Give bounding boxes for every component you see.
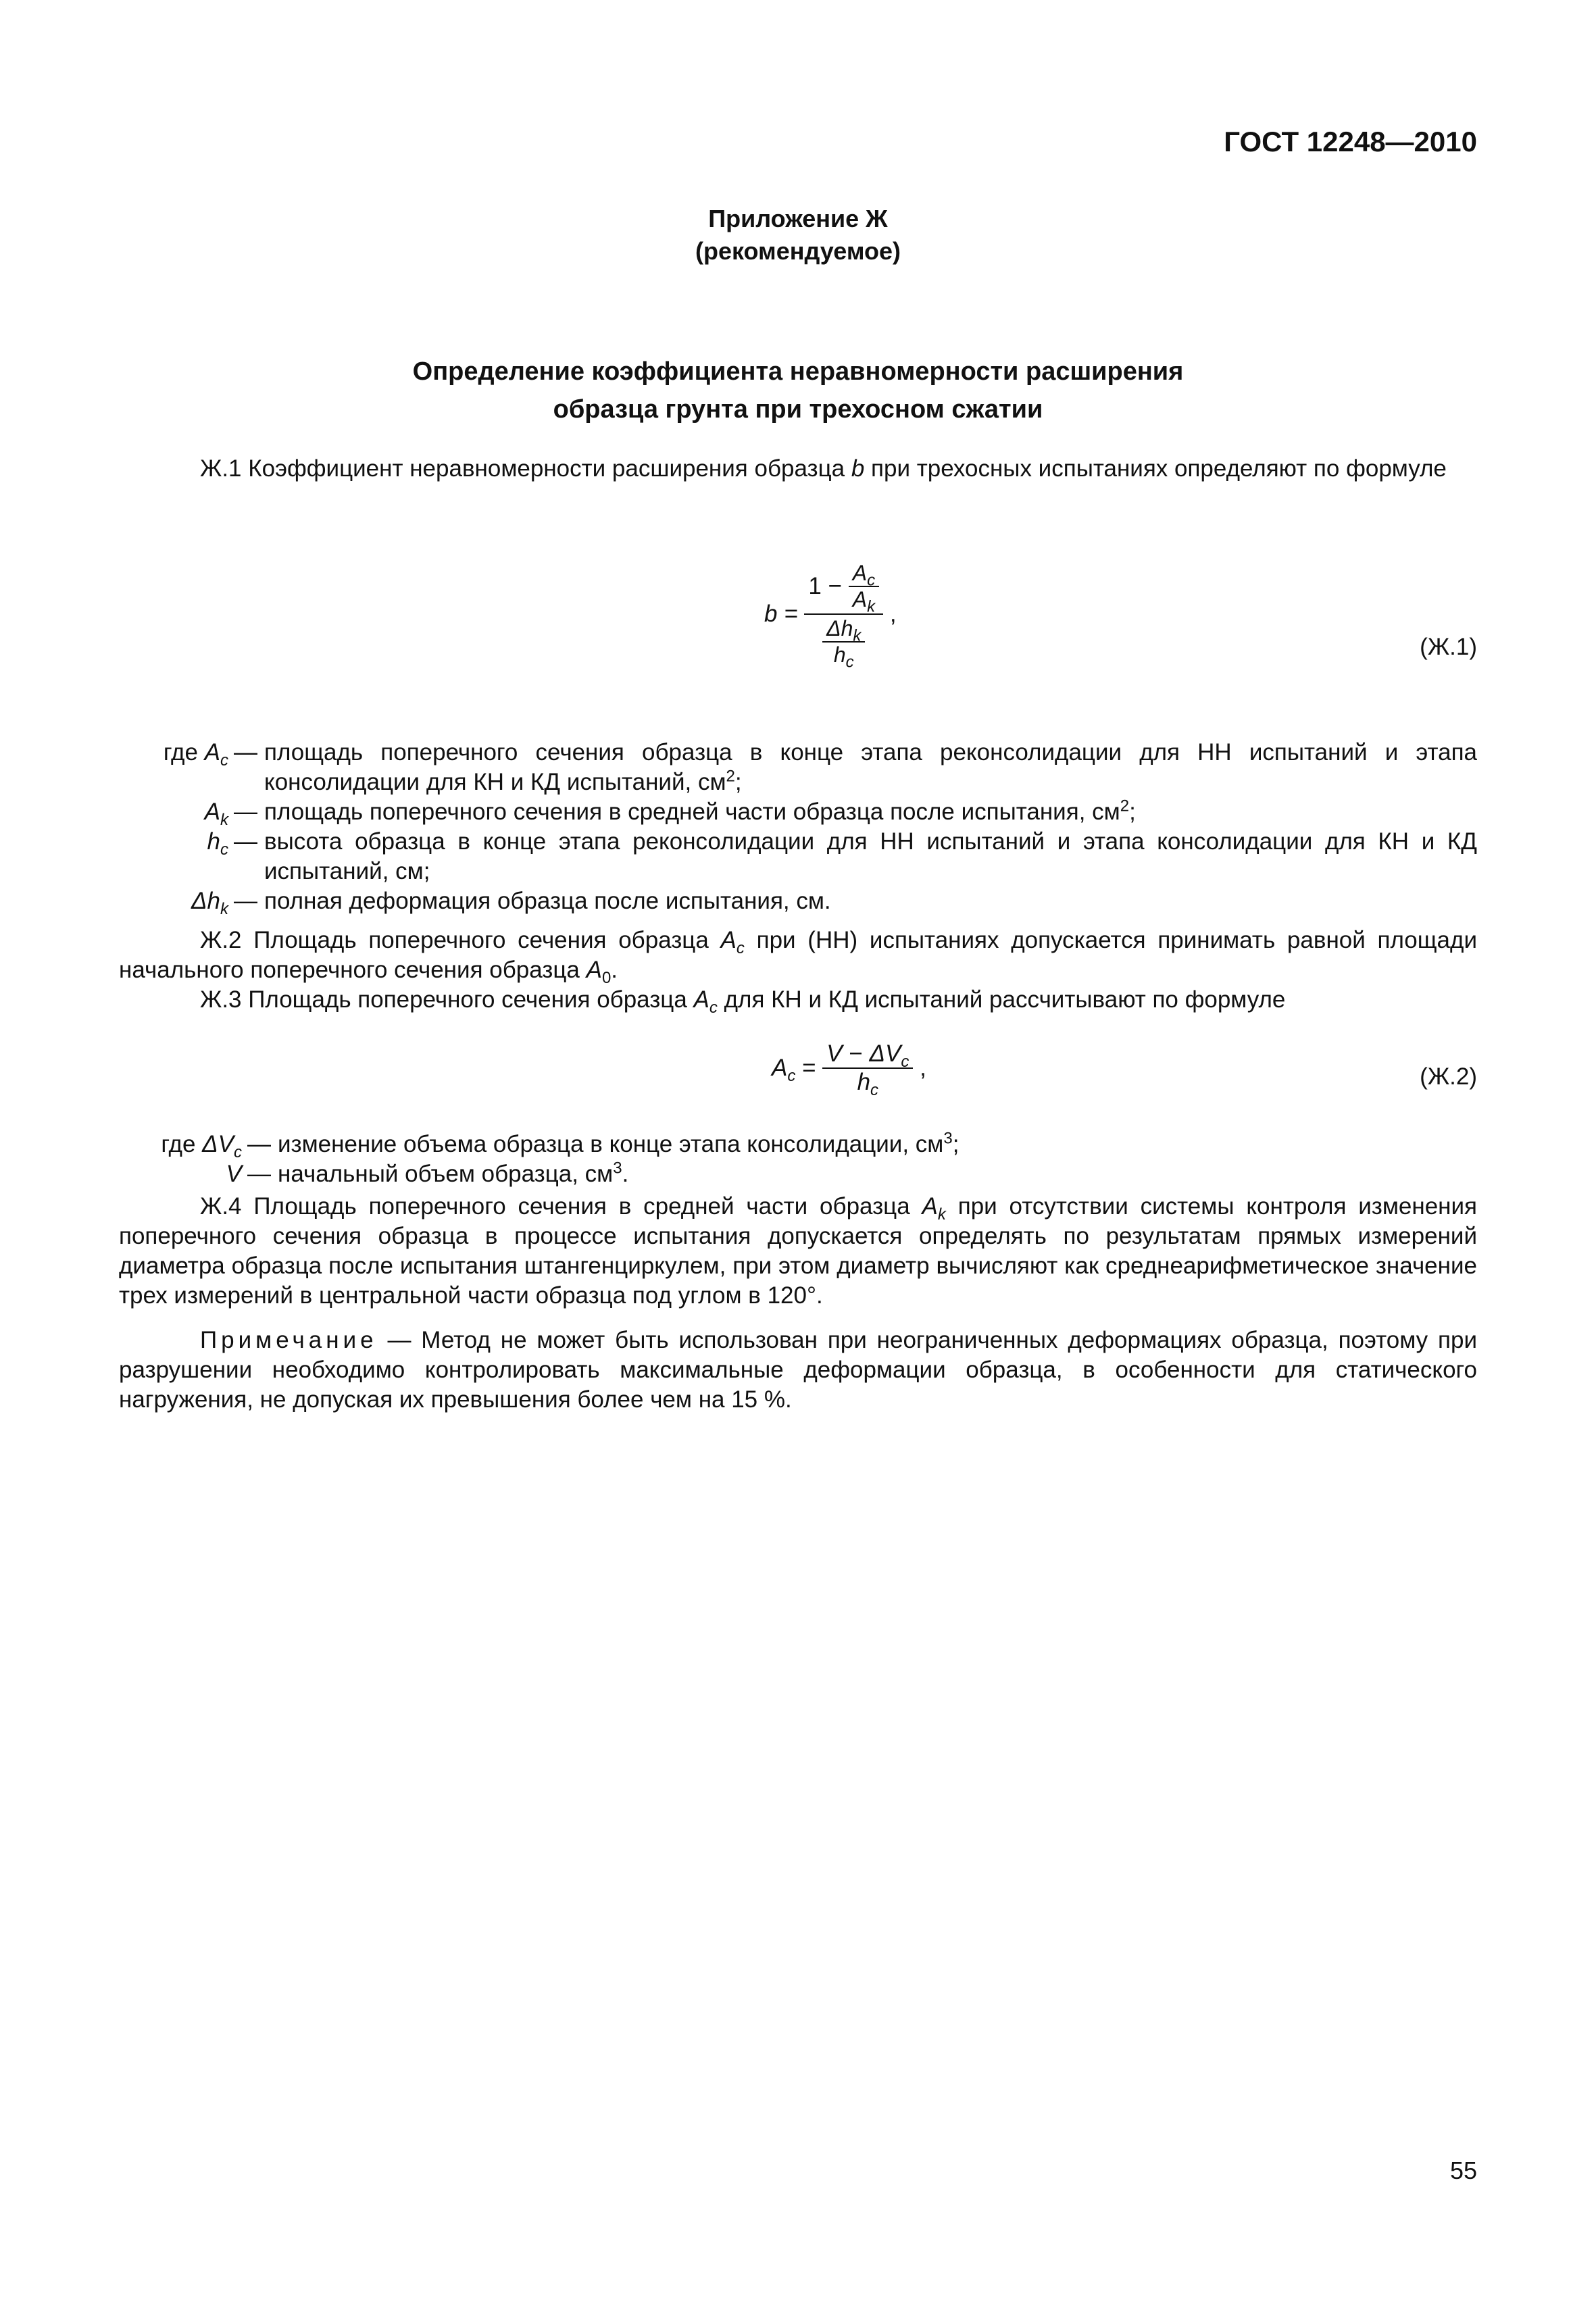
p2-var2-sub: 0	[601, 969, 612, 987]
def-tail: ;	[734, 769, 742, 795]
formula2-fraction	[822, 1040, 913, 1099]
def-sup: 3	[943, 1129, 953, 1148]
def-symbol: h	[207, 828, 220, 855]
p2-var: A	[720, 927, 737, 953]
definition-row: $h_c$ — высота образца в конце этапа реконсолидации для НН испытаний и этапа консолидации для КН и КД испытаний, см;	[119, 827, 1477, 886]
paragraph-zh2	[119, 926, 1477, 985]
def-symbol-sub: k	[220, 900, 228, 918]
def-symbol-sub: c	[220, 840, 228, 859]
appendix-status: (рекомендуемое)	[695, 237, 901, 265]
def-symbol-sub: c	[220, 751, 228, 770]
section-title-line-1: Определение коэффициента неравномерности расширения	[412, 357, 1184, 386]
formula1-hc-sub: c	[845, 653, 854, 672]
p2-text: Ж.2 Площадь поперечного сечения образца	[200, 927, 721, 953]
formula2-numerator	[822, 1040, 913, 1069]
def-prefix: где	[163, 739, 205, 765]
formula1-lhs: b =	[764, 601, 798, 627]
p3-var: A	[693, 986, 709, 1013]
appendix-title: Приложение Ж	[708, 205, 888, 232]
def-symbol: Δh	[191, 888, 220, 914]
p2-var-sub: c	[736, 939, 745, 957]
formula2-comma: ,	[920, 1055, 926, 1081]
def-text: площадь поперечного сечения образца в конце этапа реконсолидации для НН испытаний и этапа консолидации для КН и КД испытаний, см	[264, 739, 1477, 795]
formula2-lhs-sym: A	[772, 1055, 788, 1081]
standard-code: ГОСТ 12248—2010	[1224, 126, 1477, 157]
def-text: начальный объем образца, см	[278, 1161, 614, 1187]
formula2-h-sub: c	[870, 1081, 879, 1099]
page-number: 55	[1449, 2157, 1477, 2184]
formula1-numerator	[804, 561, 883, 615]
p4-text-after: при отсутствии системы контроля изменения поперечного сечения образца в процессе испытания допускается определять по результатам прямых измерений диаметра образца после испытания штангенциркулем, при этом диаметр вычисляют как среднеарифметическое значение трех измерений в центральной части образца под углом в 120°.	[119, 1193, 1478, 1309]
formula1-ac: A	[852, 561, 868, 585]
formula1-hc: h	[833, 643, 846, 667]
definition-row: V — начальный объем образца, $см^3$.	[226, 1159, 629, 1187]
definition-row: $A_k$ — площадь поперечного сечения в средней части образца после испытания, $см^2$;	[204, 797, 1136, 829]
formula-zh1	[119, 561, 1477, 709]
formula2-dv-sub: c	[901, 1053, 909, 1071]
definitions-zh1	[119, 738, 1477, 916]
definitions-zh2	[119, 1130, 1477, 1189]
def-symbol-sub: k	[220, 811, 228, 829]
def-symbol: ΔV	[202, 1131, 234, 1157]
p4-text: Ж.4 Площадь поперечного сечения в средней части образца	[200, 1193, 922, 1219]
formula1-denominator-fraction	[822, 616, 865, 672]
def-tail: ;	[1129, 799, 1136, 825]
def-text: изменение объема образца в конце этапа консолидации, см	[278, 1131, 944, 1157]
def-text: площадь поперечного сечения в средней части образца после испытания, см	[264, 799, 1120, 825]
section-title	[119, 353, 1477, 428]
formula1-main-fraction	[804, 561, 883, 672]
formula1-dh: Δh	[826, 616, 853, 640]
def-symbol: A	[204, 799, 220, 825]
formula2-dv: ΔV	[869, 1040, 901, 1067]
document-page	[119, 0, 1477, 2314]
definition-row: где $A_c$ — площадь поперечного сечения образца в конце этапа реконсолидации для НН испытаний и этапа консолидации для КН и КД испытаний, $см^2$;	[163, 739, 1477, 795]
formula2-eq: =	[802, 1055, 816, 1081]
def-tail: ;	[952, 1131, 959, 1157]
note-text: — Метод не может быть использован при неограниченных деформациях образца, поэтому при разрушении необходимо контролировать максимальные деформации образца, в особенности для статического нагружения, не допуская их превышения более чем на 15 %.	[119, 1327, 1477, 1413]
def-sup: 2	[1120, 797, 1130, 815]
note-paragraph	[119, 1326, 1477, 1415]
paragraph-zh4	[119, 1192, 1477, 1311]
p1-text: Ж.1 Коэффициент неравномерности расширения образца	[200, 455, 851, 482]
p4-var-sub: k	[937, 1205, 946, 1224]
p3-var-sub: c	[709, 999, 718, 1017]
p1-var: b	[851, 455, 865, 482]
note-label: Примечание	[200, 1327, 378, 1353]
formula1-ak: A	[852, 587, 868, 611]
formula2-lhs	[772, 1055, 816, 1085]
formula1-ak-sub: k	[867, 597, 876, 616]
formula2-number: (Ж.2)	[1420, 1063, 1477, 1090]
formula1-ac-sub: c	[867, 571, 876, 590]
p2-text-after: .	[611, 957, 618, 983]
def-symbol-sub: c	[234, 1143, 242, 1161]
p3-text-after: для КН и КД испытаний рассчитывают по формуле	[717, 986, 1286, 1013]
formula1-one-minus: 1 −	[808, 573, 843, 599]
definition-row: $\Delta h_k$ — полная деформация образца после испытания, см.	[119, 886, 1477, 916]
def-text: полная деформация образца после испытания, см.	[264, 888, 831, 914]
p1-text-after: при трехосных испытаниях определяют по формуле	[864, 455, 1447, 482]
p4-var: A	[922, 1193, 938, 1219]
formula2-h: h	[857, 1069, 871, 1095]
def-text: высота образца в конце этапа реконсолидации для НН испытаний и этапа консолидации для КН и КД испытаний, см;	[264, 828, 1477, 884]
formula2-lhs-sub: c	[787, 1067, 796, 1085]
formula1-denominator	[804, 615, 883, 672]
formula1-comma: ,	[889, 601, 897, 627]
def-prefix: где	[161, 1131, 203, 1157]
def-tail: .	[622, 1161, 629, 1187]
section-title-line-2: образца грунта при трехосном сжатии	[553, 395, 1043, 424]
def-symbol: V	[226, 1161, 242, 1187]
definition-row: где $\Delta V_c$ — изменение объема образца в конце этапа консолидации, $см^3$;	[161, 1129, 959, 1161]
p2-var2: A	[586, 957, 602, 983]
def-symbol: A	[204, 739, 220, 765]
formula1-dh-sub: k	[853, 626, 862, 645]
def-sup: 2	[726, 767, 735, 786]
paragraph-zh3	[119, 985, 1477, 1015]
formula1-number: (Ж.1)	[1420, 634, 1477, 660]
formula2-v: V	[826, 1040, 843, 1067]
formula2-minus: −	[842, 1040, 870, 1067]
formula-zh2	[119, 1040, 1477, 1122]
def-sup: 3	[613, 1159, 622, 1178]
formula1-inner-fraction	[849, 561, 879, 616]
p3-text: Ж.3 Площадь поперечного сечения образца	[200, 986, 694, 1013]
p2-text-mid: при (НН) испытаниях допускается принимать равной площади начального поперечного сечения образца	[119, 927, 1477, 983]
formula2-denominator	[822, 1069, 913, 1099]
paragraph-zh1	[119, 454, 1477, 484]
